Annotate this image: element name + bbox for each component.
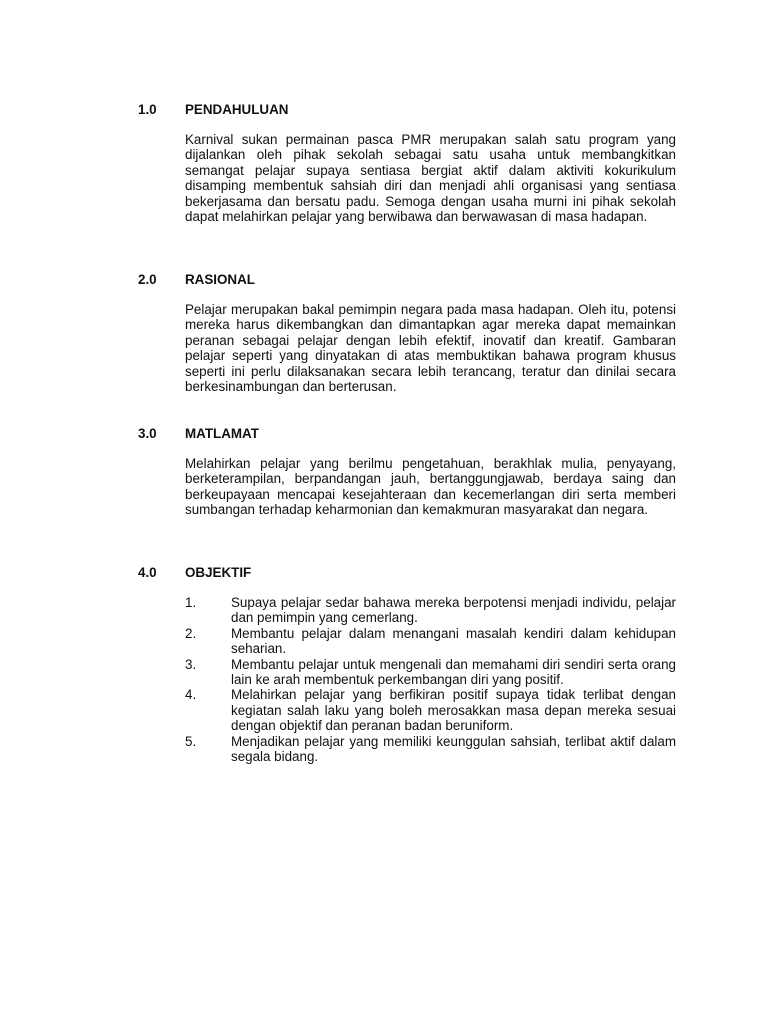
list-item [185, 595, 676, 626]
section-heading [138, 565, 678, 581]
list-item-text: Membantu pelajar dalam menangani masalah kendiri dalam kehidupan seharian. [231, 625, 676, 657]
list-item-text: Melahirkan pelajar yang berfikiran positif supaya tidak terlibat dengan kegiatan salah laku yang boleh merosakkan masa depan mereka sesuai dengan objektif dan peranan badan beruniform. [231, 687, 676, 734]
list-item-number: 4. [185, 687, 197, 703]
section-title: MATLAMAT [185, 426, 259, 441]
list-item-text: Membantu pelajar untuk mengenali dan memahami diri sendiri serta orang lain ke arah membentuk perkembangan diri yang positif. [231, 656, 676, 688]
section-title: PENDAHULUAN [185, 102, 289, 117]
section-pendahuluan [138, 102, 678, 238]
section-heading [138, 272, 678, 288]
section-title: OBJEKTIF [185, 565, 252, 580]
list-item-number: 5. [185, 733, 197, 749]
list-item-number: 3. [185, 656, 197, 672]
list-item-number: 2. [185, 625, 197, 641]
section-heading [138, 426, 678, 442]
section-title: RASIONAL [185, 272, 255, 287]
objective-list [185, 595, 676, 764]
section-number: 1.0 [138, 102, 157, 117]
section-body: Pelajar merupakan bakal pemimpin negara pada masa hadapan. Oleh itu, potensi mereka harus dikembangkan dan dimantapkan agar mereka dapat memainkan peranan sebagai pelajar dengan lebih efektif, inovatif dan kreatif. Gambaran pelajar seperti yang dinyatakan di atas membuktikan bahawa program khusus seperti ini perlu dilaksanakan secara lebih terancang, teratur dan dinilai secara berkesinambungan dan berterusan. [185, 302, 676, 395]
section-objektif [138, 565, 678, 764]
list-item [185, 687, 676, 733]
section-number: 4.0 [138, 565, 157, 580]
list-item-text: Supaya pelajar sedar bahawa mereka berpotensi menjadi individu, pelajar dan pemimpin yang cemerlang. [231, 595, 676, 626]
list-item [185, 734, 676, 765]
section-rasional [138, 272, 678, 408]
list-item-number: 1. [185, 595, 197, 610]
section-heading [138, 102, 678, 118]
section-body: Karnival sukan permainan pasca PMR merupakan salah satu program yang dijalankan oleh pihak sekolah sebagai satu usaha untuk membangkitkan semangat pelajar supaya sentiasa bergiat aktif dalam aktiviti kokurikulum disamping membentuk sahsiah diri dan menjadi ahli organisasi yang sentiasa bekerjasama dan bersatu padu. Semoga dengan usaha murni ini pihak sekolah dapat melahirkan pelajar yang berwibawa dan berwawasan di masa hadapan. [185, 132, 676, 225]
section-number: 2.0 [138, 272, 157, 287]
section-matlamat [138, 426, 678, 531]
list-item [185, 626, 676, 657]
section-number: 3.0 [138, 426, 157, 441]
list-item-text: Menjadikan pelajar yang memiliki keunggulan sahsiah, terlibat aktif dalam segala bidang. [231, 733, 676, 765]
section-body: Melahirkan pelajar yang berilmu pengetahuan, berakhlak mulia, penyayang, berketerampilan, berpandangan jauh, bertanggungjawab, berdaya saing dan berkeupayaan mencapai kesejahteraan dan kecemerlangan diri serta memberi sumbangan terhadap keharmonian dan kemakmuran masyarakat dan negara. [185, 456, 676, 518]
list-item [185, 657, 676, 688]
